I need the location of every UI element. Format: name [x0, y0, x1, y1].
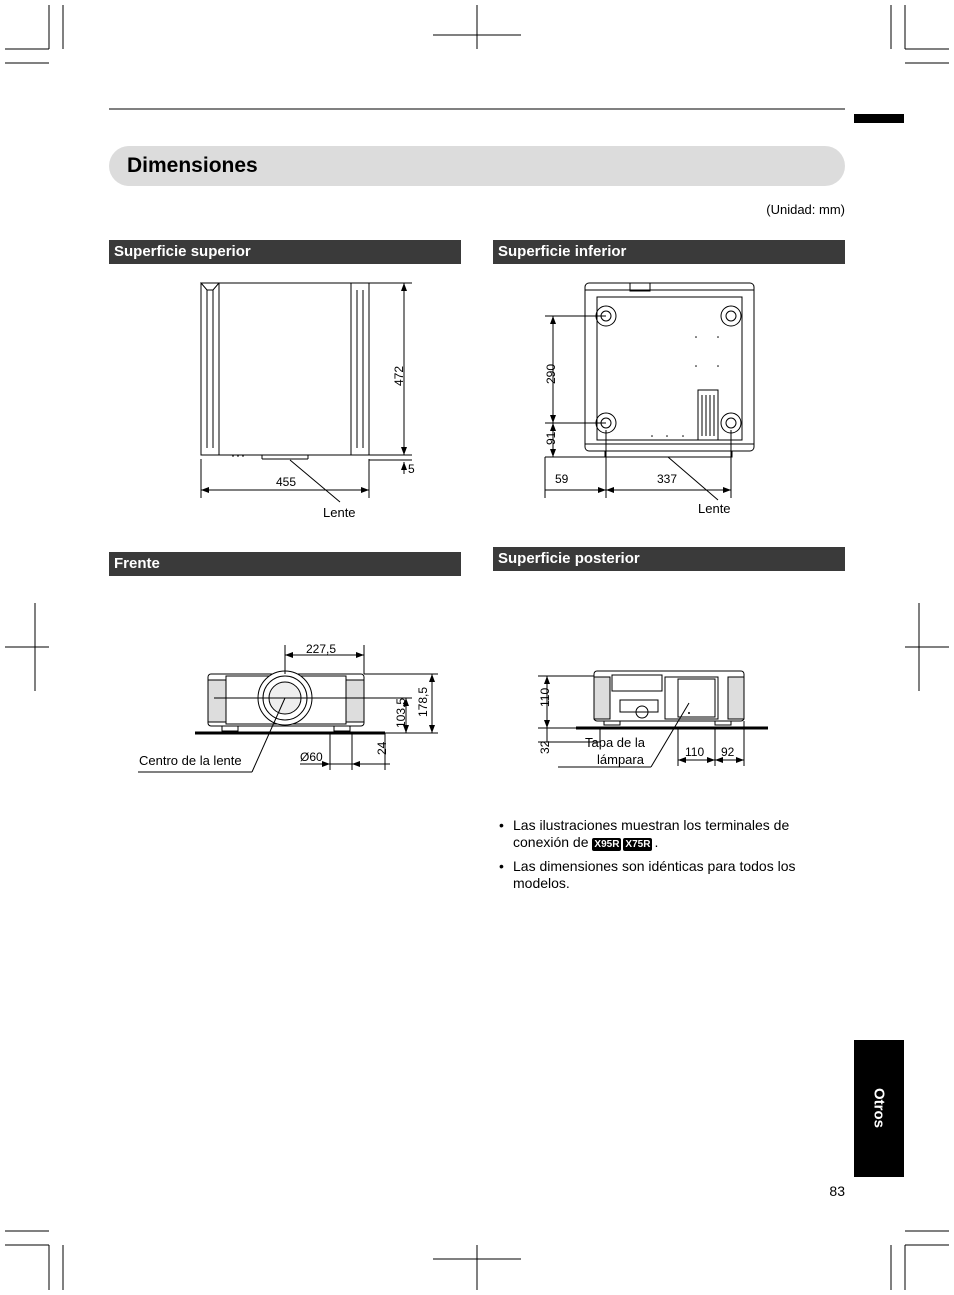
model-badge-x95r: X95R [594, 839, 620, 850]
bottom-lens-label: Lente [698, 501, 731, 516]
dim-front-227: 227,5 [306, 642, 337, 656]
note-2 [513, 858, 833, 892]
dim-top-width: 455 [276, 475, 297, 489]
dim-front-diameter: Ø60 [300, 750, 323, 764]
section-heading-rear: Superficie posterior [493, 547, 845, 571]
dim-bottom-337: 337 [657, 472, 678, 486]
note-bullet-2: • [499, 858, 504, 874]
dim-bottom-290: 290 [544, 363, 558, 384]
side-tab-label-wrap [854, 1040, 904, 1177]
unit-note: (Unidad: mm) [766, 202, 845, 217]
dim-rear-92: 92 [721, 745, 735, 759]
section-heading-front: Frente [109, 552, 461, 576]
section-heading-bottom: Superficie inferior [493, 240, 845, 264]
page-title: Dimensiones [127, 154, 258, 177]
dim-front-178: 178,5 [416, 686, 430, 717]
side-tab-label: Otros [870, 1088, 888, 1129]
note-1-line2: conexión de [513, 834, 589, 850]
dim-bottom-91: 91 [544, 431, 558, 445]
note-2-line2: modelos. [513, 875, 570, 891]
note-1-line1: Las ilustraciones muestran los terminales de [513, 817, 790, 833]
front-lens-center-label: Centro de la lente [139, 753, 242, 768]
note-1-end: . [654, 834, 659, 850]
top-lens-label: Lente [323, 505, 356, 520]
dim-front-24: 24 [375, 741, 389, 755]
dim-front-103: 103,5 [394, 697, 408, 728]
dim-rear-32: 32 [538, 740, 552, 754]
note-1 [513, 817, 833, 851]
model-badge-x75r: X75R [625, 839, 651, 850]
section-heading-top: Superficie superior [109, 240, 461, 264]
dim-top-foot: 5 [408, 462, 415, 476]
note-bullet-1: • [499, 817, 504, 833]
dim-rear-110-height: 110 [538, 687, 552, 707]
dim-bottom-59: 59 [555, 472, 569, 486]
dim-top-depth: 472 [392, 365, 406, 386]
dim-rear-110-width: 110 [685, 745, 705, 759]
note-2-line1: Las dimensiones son idénticas para todos los [513, 858, 796, 874]
lamp-cover-label-line1: Tapa de la [585, 735, 645, 750]
lamp-cover-label-line2: lámpara [597, 752, 644, 767]
page-number: 83 [829, 1183, 845, 1199]
